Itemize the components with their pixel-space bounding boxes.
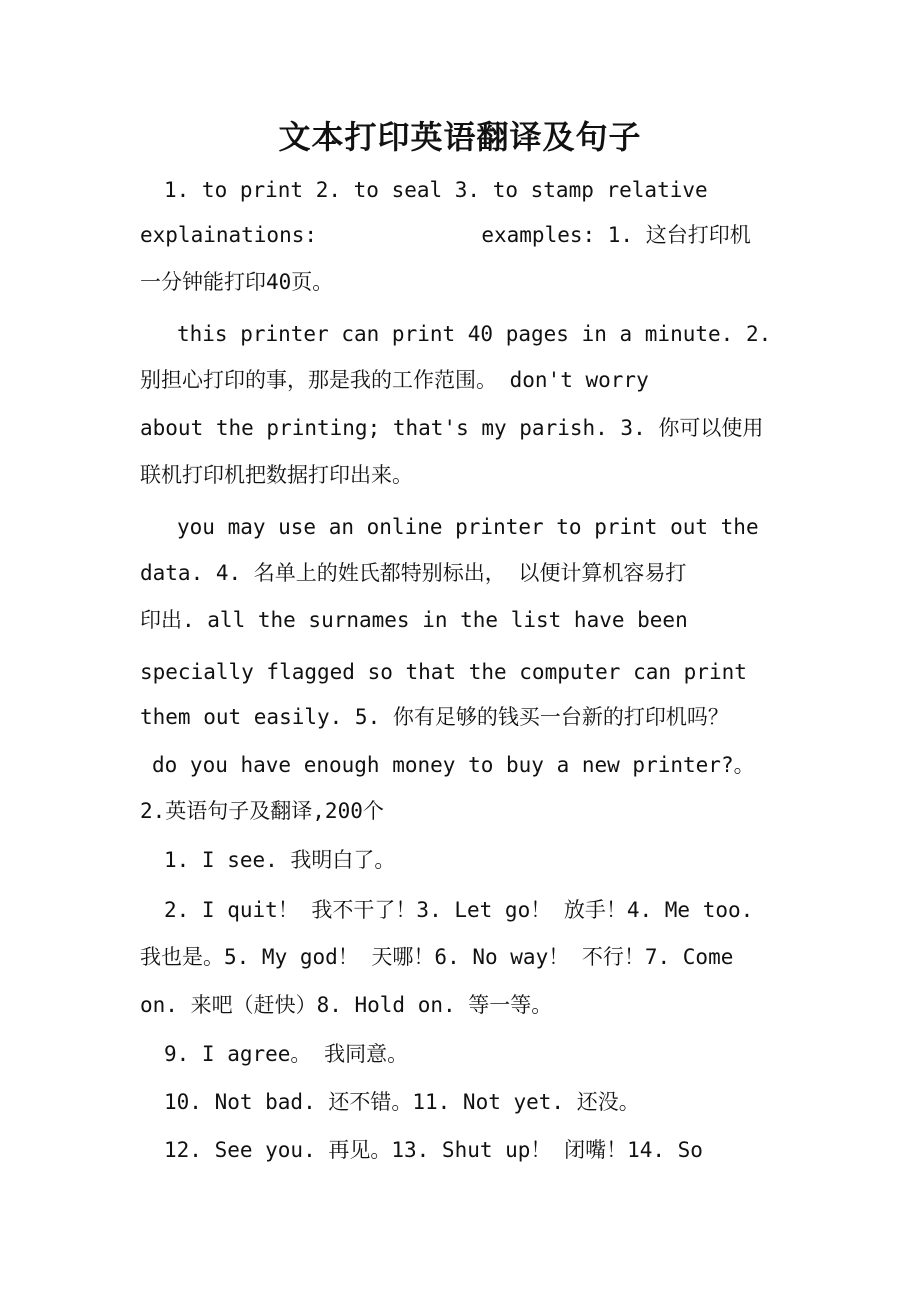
text-line-3: 一分钟能打印40页。	[140, 270, 334, 294]
text-line-11: specially flagged so that the computer can print	[140, 660, 747, 684]
document-title: 文本打印英语翻译及句子	[278, 118, 642, 156]
text-line-10: 印出. all the surnames in the list have been	[140, 608, 688, 632]
text-line-16: 2. I quit！ 我不干了！3. Let go！ 放手！4. Me too.	[164, 898, 754, 922]
text-line-17: 我也是。5. My god！ 天哪！6. No way！ 不行！7. Come	[140, 945, 734, 969]
text-line-18: on. 来吧（赶快）8. Hold on. 等一等。	[140, 993, 553, 1017]
text-line-21: 12. See you. 再见。13. Shut up！ 闭嘴！14. So	[164, 1138, 703, 1162]
text-line-13: do you have enough money to buy a new printer?。	[152, 753, 755, 777]
text-line-2: explainations: examples: 1. 这台打印机	[140, 223, 751, 247]
text-line-1: 1. to print 2. to seal 3. to stamp relative	[164, 178, 708, 202]
section-heading: 2.英语句子及翻译,200个	[140, 799, 384, 823]
text-line-20: 10. Not bad. 还不错。11. Not yet. 还没。	[164, 1090, 640, 1114]
text-line-12: them out easily. 5. 你有足够的钱买一台新的打印机吗？	[140, 705, 729, 729]
text-line-8: you may use an online printer to print out the	[177, 515, 759, 539]
text-line-4: this printer can print 40 pages in a minute. 2.	[177, 322, 772, 346]
text-line-9: data. 4. 名单上的姓氏都特别标出， 以便计算机容易打	[140, 561, 687, 585]
text-line-6: about the printing; that's my parish. 3. 你可以使用	[140, 416, 764, 440]
text-line-15: 1. I see. 我明白了。	[164, 848, 396, 872]
text-line-5: 别担心打印的事，那是我的工作范围。 don't worry	[140, 368, 649, 392]
text-line-7: 联机打印机把数据打印出来。	[140, 463, 413, 487]
text-line-19: 9. I agree。 我同意。	[164, 1042, 409, 1066]
